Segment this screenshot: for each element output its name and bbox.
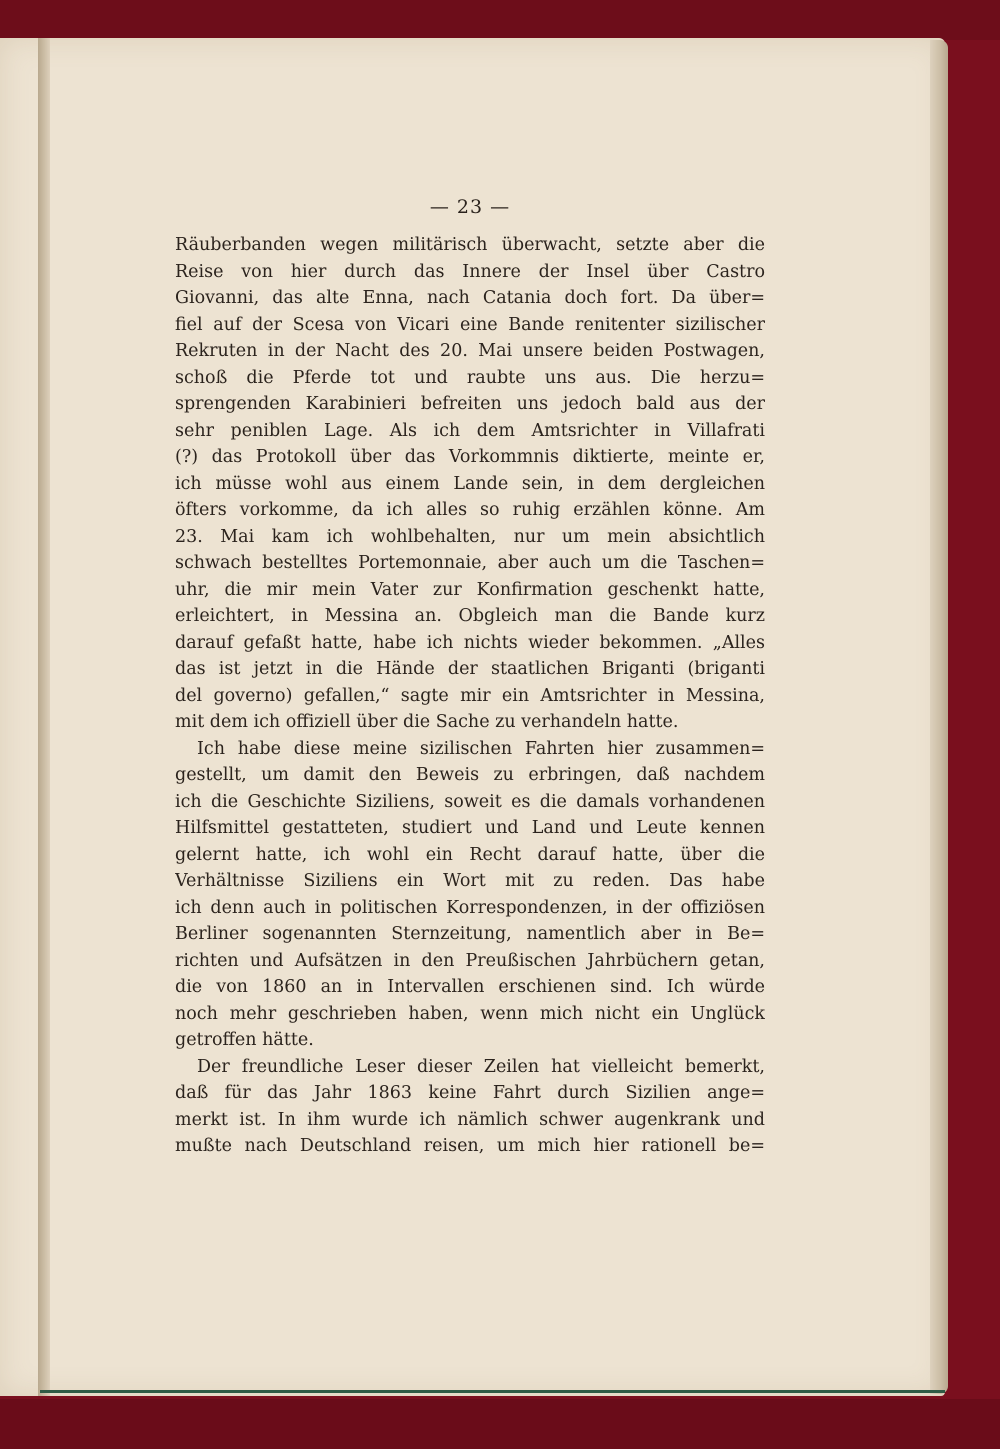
text-line: Verhältnisse Siziliens ein Wort mit zu reden. Das habe — [175, 871, 765, 891]
text-line: darauf gefaßt hatte, habe ich nichts wieder bekommen. „Alles — [175, 632, 765, 653]
text-line: richten und Aufsätzen in den Preußischen Jahrbüchern getan, — [175, 950, 765, 971]
text-line: die von 1860 an in Intervallen erschienen sind. Ich würde — [175, 977, 765, 997]
text-line: (?) das Protokoll über das Vorkommnis diktierte, meinte er, — [175, 447, 765, 467]
text-line: Giovanni, das alte Enna, nach Catania doch fort. Da über= — [175, 288, 765, 308]
text-line: ich denn auch in politischen Korrespondenzen, in der offiziösen — [175, 897, 765, 918]
text-line: merkt ist. In ihm wurde ich nämlich schwer augenkrank und — [175, 1109, 765, 1130]
text-line: Rekruten in der Nacht des 20. Mai unsere beiden Postwagen, — [175, 341, 765, 361]
text-line: gelernt hatte, ich wohl ein Recht darauf hatte, über die — [175, 844, 765, 865]
text-line: öfters vorkomme, da ich alles so ruhig erzählen könne. Am — [175, 500, 765, 520]
text-line: Berliner sogenannten Sternzeitung, namentlich aber in Be= — [175, 924, 765, 944]
text-line: erleichtert, in Messina an. Obgleich man die Bande kurz — [175, 606, 765, 626]
text-line: schoß die Pferde tot und raubte uns aus. Die herzu= — [175, 367, 765, 388]
text-line: sprengenden Karabinieri befreiten uns jedoch bald aus der — [175, 394, 765, 414]
text-line: fiel auf der Scesa von Vicari eine Bande renitenter sizilischer — [175, 314, 765, 335]
text-line: daß für das Jahr 1863 keine Fahrt durch Sizilien ange= — [175, 1083, 765, 1103]
right-page-edge — [930, 40, 948, 1394]
page-number-header: — 23 — — [429, 196, 511, 218]
scan-background-bottom — [0, 1399, 1000, 1449]
text-line: getroffen hätte. — [175, 1030, 314, 1050]
text-line: del governo) gefallen,“ sagte mir ein Amtsrichter in Messina, — [175, 685, 765, 706]
scan-background-top — [0, 0, 1000, 40]
text-line: sehr peniblen Lage. Als ich dem Amtsrichter in Villafrati — [175, 420, 765, 441]
text-line: mußte nach Deutschland reisen, um mich hier rationell be= — [175, 1136, 765, 1156]
body-text — [175, 232, 765, 1160]
cover-edge-line — [40, 1390, 945, 1393]
text-line: uhr, die mir mein Vater zur Konfirmation geschenkt hatte, — [175, 579, 765, 600]
text-line: noch mehr geschrieben haben, wenn mich nicht ein Unglück — [175, 1003, 765, 1024]
text-line: das ist jetzt in die Hände der staatlichen Briganti (briganti — [175, 659, 765, 679]
text-line: ich müsse wohl aus einem Lande sein, in dem dergleichen — [175, 473, 765, 494]
text-line: 23. Mai kam ich wohlbehalten, nur um mein absichtlich — [175, 526, 765, 547]
book-gutter — [38, 38, 50, 1396]
text-line: Reise von hier durch das Innere der Insel über Castro — [175, 261, 765, 282]
text-line: Der freundliche Leser dieser Zeilen hat vielleicht bemerkt, — [197, 1056, 765, 1077]
text-line: gestellt, um damit den Beweis zu erbringen, daß nachdem — [175, 765, 765, 785]
text-line: ich die Geschichte Siziliens, soweit es die damals vorhandenen — [175, 791, 765, 812]
text-line: Hilfsmittel gestatteten, studiert und Land und Leute kennen — [175, 818, 765, 838]
text-line: mit dem ich offiziell über die Sache zu verhandeln hatte. — [175, 712, 679, 732]
text-line: schwach bestelltes Portemonnaie, aber auch um die Taschen= — [175, 553, 765, 573]
text-line: Ich habe diese meine sizilischen Fahrten hier zusammen= — [197, 738, 765, 759]
text-line: Räuberbanden wegen militärisch überwacht, setzte aber die — [175, 235, 765, 255]
